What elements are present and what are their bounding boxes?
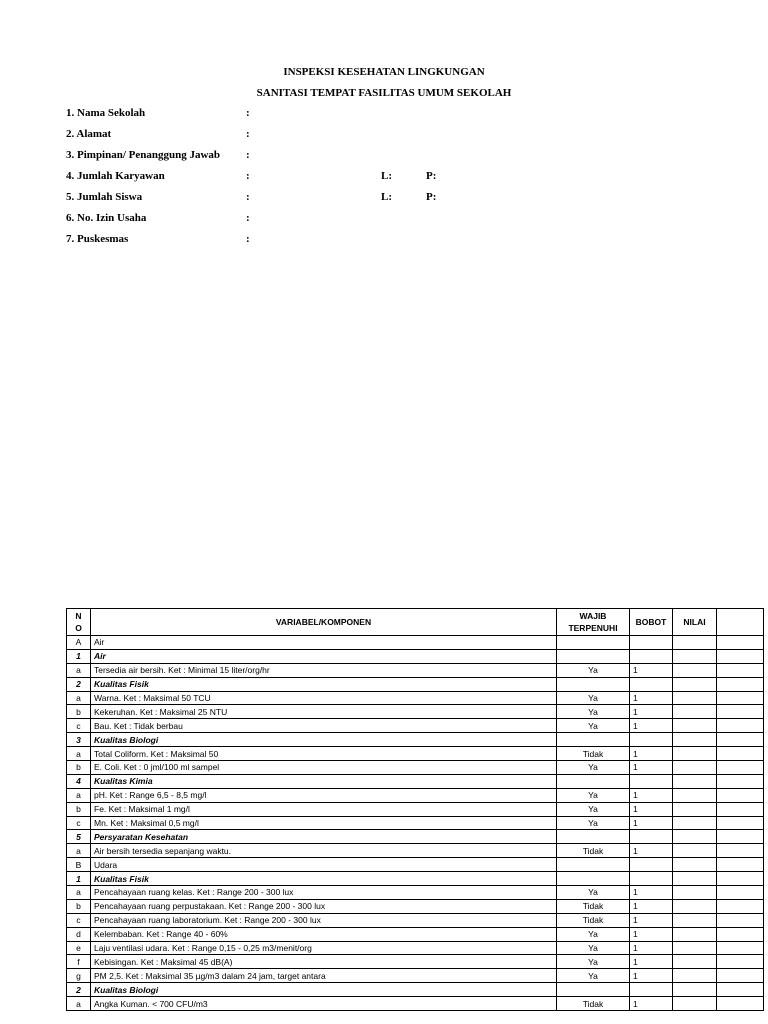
- row-wajib: Ya: [557, 719, 630, 733]
- row-wajib: Tidak: [557, 913, 630, 927]
- gender-p-label: P:: [426, 170, 437, 182]
- row-nilai: [673, 858, 717, 872]
- row-wajib: Ya: [557, 761, 630, 775]
- row-wajib: Ya: [557, 927, 630, 941]
- row-nilai: [673, 816, 717, 830]
- row-nilai: [673, 802, 717, 816]
- row-extra: [717, 788, 764, 802]
- row-nilai: [673, 649, 717, 663]
- row-wajib: Ya: [557, 941, 630, 955]
- row-variabel: Air bersih tersedia sepanjang waktu.: [91, 844, 557, 858]
- row-no: c: [67, 816, 91, 830]
- row-wajib: [557, 858, 630, 872]
- row-nilai: [673, 997, 717, 1011]
- row-variabel: Air: [91, 636, 557, 650]
- row-nilai: [673, 663, 717, 677]
- row-nilai: [673, 747, 717, 761]
- row-no: a: [67, 788, 91, 802]
- form-label: 1. Nama Sekolah: [66, 107, 146, 119]
- row-no: a: [67, 691, 91, 705]
- table-row: [67, 747, 764, 761]
- header-nilai: NILAI: [673, 609, 717, 636]
- row-no: B: [67, 858, 91, 872]
- header-bobot: BOBOT: [630, 609, 673, 636]
- row-wajib: [557, 830, 630, 844]
- row-variabel: Kualitas Biologi: [91, 733, 557, 747]
- row-bobot: 1: [630, 844, 673, 858]
- row-no: b: [67, 761, 91, 775]
- row-nilai: [673, 941, 717, 955]
- row-no: a: [67, 747, 91, 761]
- inspection-table: [66, 608, 764, 1011]
- row-variabel: Fe. Ket : Maksimal 1 mg/l: [91, 802, 557, 816]
- row-variabel: Kelembaban. Ket : Range 40 - 60%: [91, 927, 557, 941]
- row-nilai: [673, 899, 717, 913]
- row-nilai: [673, 872, 717, 886]
- row-bobot: 1: [630, 705, 673, 719]
- row-bobot: [630, 677, 673, 691]
- row-extra: [717, 955, 764, 969]
- table-row: [67, 844, 764, 858]
- row-variabel: Kualitas Biologi: [91, 983, 557, 997]
- row-extra: [717, 761, 764, 775]
- row-bobot: [630, 636, 673, 650]
- row-extra: [717, 691, 764, 705]
- row-variabel: Pencahayaan ruang laboratorium. Ket : Range 200 - 300 lux: [91, 913, 557, 927]
- row-variabel: Kualitas Kimia: [91, 774, 557, 788]
- row-no: g: [67, 969, 91, 983]
- gender-l-label: L:: [381, 191, 392, 203]
- table-row: [67, 927, 764, 941]
- row-extra: [717, 705, 764, 719]
- form-colon: :: [246, 170, 250, 182]
- row-extra: [717, 969, 764, 983]
- row-no: b: [67, 802, 91, 816]
- row-extra: [717, 774, 764, 788]
- row-no: 2: [67, 677, 91, 691]
- row-nilai: [673, 705, 717, 719]
- row-bobot: 1: [630, 955, 673, 969]
- row-extra: [717, 802, 764, 816]
- table-row: [67, 719, 764, 733]
- row-variabel: E. Coli. Ket : 0 jml/100 ml sampel: [91, 761, 557, 775]
- row-variabel: pH. Ket : Range 6,5 - 8,5 mg/l: [91, 788, 557, 802]
- gender-p-label: P:: [426, 191, 437, 203]
- row-bobot: 1: [630, 941, 673, 955]
- table-row: [67, 663, 764, 677]
- row-extra: [717, 649, 764, 663]
- header-variabel: VARIABEL/KOMPONEN: [91, 609, 557, 636]
- row-bobot: 1: [630, 886, 673, 900]
- row-extra: [717, 997, 764, 1011]
- row-nilai: [673, 886, 717, 900]
- row-wajib: Ya: [557, 955, 630, 969]
- row-bobot: [630, 983, 673, 997]
- row-no: b: [67, 899, 91, 913]
- row-bobot: 1: [630, 788, 673, 802]
- form-colon: :: [246, 128, 250, 140]
- row-no: c: [67, 913, 91, 927]
- table-row: [67, 774, 764, 788]
- table-row: [67, 802, 764, 816]
- row-no: a: [67, 844, 91, 858]
- document-subtitle: SANITASI TEMPAT FASILITAS UMUM SEKOLAH: [256, 87, 512, 99]
- row-nilai: [673, 830, 717, 844]
- row-nilai: [673, 983, 717, 997]
- row-nilai: [673, 719, 717, 733]
- table-row: [67, 997, 764, 1011]
- row-wajib: Ya: [557, 788, 630, 802]
- table-row: [67, 969, 764, 983]
- form-colon: :: [246, 149, 250, 161]
- table-row: [67, 705, 764, 719]
- row-no: 1: [67, 649, 91, 663]
- row-extra: [717, 872, 764, 886]
- form-colon: :: [246, 233, 250, 245]
- row-extra: [717, 677, 764, 691]
- form-label: 3. Pimpinan/ Penanggung Jawab: [66, 149, 221, 161]
- row-wajib: Ya: [557, 816, 630, 830]
- table-row: [67, 858, 764, 872]
- row-bobot: 1: [630, 969, 673, 983]
- row-variabel: Persyaratan Kesehatan: [91, 830, 557, 844]
- table-row: [67, 955, 764, 969]
- row-nilai: [673, 844, 717, 858]
- row-extra: [717, 858, 764, 872]
- row-bobot: 1: [630, 816, 673, 830]
- form-label: 7. Puskesmas: [66, 233, 129, 245]
- row-bobot: 1: [630, 719, 673, 733]
- row-bobot: 1: [630, 761, 673, 775]
- row-no: d: [67, 927, 91, 941]
- table-row: [67, 788, 764, 802]
- row-no: 3: [67, 733, 91, 747]
- row-variabel: Kebisingan. Ket : Maksimal 45 dB(A): [91, 955, 557, 969]
- table-row: [67, 886, 764, 900]
- row-variabel: Kualitas Fisik: [91, 677, 557, 691]
- row-extra: [717, 886, 764, 900]
- row-extra: [717, 733, 764, 747]
- form-colon: :: [246, 212, 250, 224]
- row-no: f: [67, 955, 91, 969]
- row-bobot: [630, 872, 673, 886]
- form-label: 2. Alamat: [66, 128, 112, 140]
- form-colon: :: [246, 107, 250, 119]
- table-header-row: [67, 609, 764, 636]
- form-label: 5. Jumlah Siswa: [66, 191, 143, 203]
- row-variabel: Bau. Ket : Tidak berbau: [91, 719, 557, 733]
- row-bobot: [630, 649, 673, 663]
- table-row: [67, 636, 764, 650]
- row-bobot: 1: [630, 802, 673, 816]
- row-wajib: [557, 872, 630, 886]
- row-extra: [717, 913, 764, 927]
- table-row: [67, 649, 764, 663]
- row-variabel: Kualitas Fisik: [91, 872, 557, 886]
- row-extra: [717, 830, 764, 844]
- form-label: 6. No. Izin Usaha: [66, 212, 147, 224]
- row-wajib: [557, 774, 630, 788]
- row-variabel: PM 2,5. Ket : Maksimal 35 µg/m3 dalam 24 jam, target antara: [91, 969, 557, 983]
- row-wajib: Tidak: [557, 747, 630, 761]
- table-row: [67, 872, 764, 886]
- row-no: a: [67, 997, 91, 1011]
- row-wajib: Ya: [557, 802, 630, 816]
- row-bobot: 1: [630, 927, 673, 941]
- row-extra: [717, 816, 764, 830]
- form-label: 4. Jumlah Karyawan: [66, 170, 165, 182]
- row-variabel: Laju ventilasi udara. Ket : Range 0,15 - 0,25 m3/menit/org: [91, 941, 557, 955]
- table-row: [67, 761, 764, 775]
- row-variabel: Warna. Ket : Maksimal 50 TCU: [91, 691, 557, 705]
- row-variabel: Air: [91, 649, 557, 663]
- row-nilai: [673, 927, 717, 941]
- row-no: A: [67, 636, 91, 650]
- row-wajib: [557, 636, 630, 650]
- row-wajib: Ya: [557, 969, 630, 983]
- row-extra: [717, 636, 764, 650]
- row-nilai: [673, 913, 717, 927]
- row-wajib: [557, 649, 630, 663]
- row-extra: [717, 927, 764, 941]
- row-extra: [717, 899, 764, 913]
- table-row: [67, 677, 764, 691]
- row-bobot: 1: [630, 691, 673, 705]
- row-no: a: [67, 886, 91, 900]
- row-no: a: [67, 663, 91, 677]
- table-row: [67, 899, 764, 913]
- row-no: e: [67, 941, 91, 955]
- row-bobot: 1: [630, 997, 673, 1011]
- table-row: [67, 983, 764, 997]
- table-row: [67, 816, 764, 830]
- table-row: [67, 830, 764, 844]
- row-wajib: Ya: [557, 691, 630, 705]
- row-no: b: [67, 705, 91, 719]
- row-bobot: 1: [630, 913, 673, 927]
- row-wajib: Ya: [557, 705, 630, 719]
- row-bobot: [630, 830, 673, 844]
- form-colon: :: [246, 191, 250, 203]
- row-extra: [717, 719, 764, 733]
- row-nilai: [673, 955, 717, 969]
- document-title: INSPEKSI KESEHATAN LINGKUNGAN: [283, 66, 485, 78]
- row-wajib: [557, 983, 630, 997]
- row-wajib: Ya: [557, 886, 630, 900]
- row-wajib: Ya: [557, 663, 630, 677]
- table-row: [67, 913, 764, 927]
- row-nilai: [673, 636, 717, 650]
- row-variabel: Angka Kuman. < 700 CFU/m3: [91, 997, 557, 1011]
- row-bobot: [630, 774, 673, 788]
- table-row: [67, 691, 764, 705]
- gender-l-label: L:: [381, 170, 392, 182]
- row-bobot: 1: [630, 747, 673, 761]
- row-no: c: [67, 719, 91, 733]
- row-variabel: Pencahayaan ruang perpustakaan. Ket : Range 200 - 300 lux: [91, 899, 557, 913]
- row-nilai: [673, 969, 717, 983]
- row-no: 2: [67, 983, 91, 997]
- row-nilai: [673, 691, 717, 705]
- row-no: 1: [67, 872, 91, 886]
- row-bobot: [630, 858, 673, 872]
- row-wajib: [557, 733, 630, 747]
- header-wajib: WAJIB TERPENUHI: [557, 609, 630, 636]
- table-row: [67, 941, 764, 955]
- row-variabel: Udara: [91, 858, 557, 872]
- row-bobot: 1: [630, 663, 673, 677]
- row-variabel: Mn. Ket : Maksimal 0,5 mg/l: [91, 816, 557, 830]
- row-no: 5: [67, 830, 91, 844]
- row-variabel: Kekeruhan. Ket : Maksimal 25 NTU: [91, 705, 557, 719]
- row-variabel: Total Coliform. Ket : Maksimal 50: [91, 747, 557, 761]
- row-nilai: [673, 788, 717, 802]
- header-no: N O: [67, 609, 91, 636]
- row-nilai: [673, 774, 717, 788]
- row-extra: [717, 983, 764, 997]
- row-wajib: [557, 677, 630, 691]
- row-extra: [717, 747, 764, 761]
- row-nilai: [673, 761, 717, 775]
- row-nilai: [673, 733, 717, 747]
- header-blank: [717, 609, 764, 636]
- row-extra: [717, 941, 764, 955]
- row-variabel: Pencahayaan ruang kelas. Ket : Range 200 - 300 lux: [91, 886, 557, 900]
- row-wajib: Tidak: [557, 844, 630, 858]
- row-wajib: Tidak: [557, 899, 630, 913]
- row-wajib: Tidak: [557, 997, 630, 1011]
- row-extra: [717, 844, 764, 858]
- row-variabel: Tersedia air bersih. Ket : Minimal 15 liter/org/hr: [91, 663, 557, 677]
- row-bobot: [630, 733, 673, 747]
- row-extra: [717, 663, 764, 677]
- row-bobot: 1: [630, 899, 673, 913]
- table-row: [67, 733, 764, 747]
- row-no: 4: [67, 774, 91, 788]
- row-nilai: [673, 677, 717, 691]
